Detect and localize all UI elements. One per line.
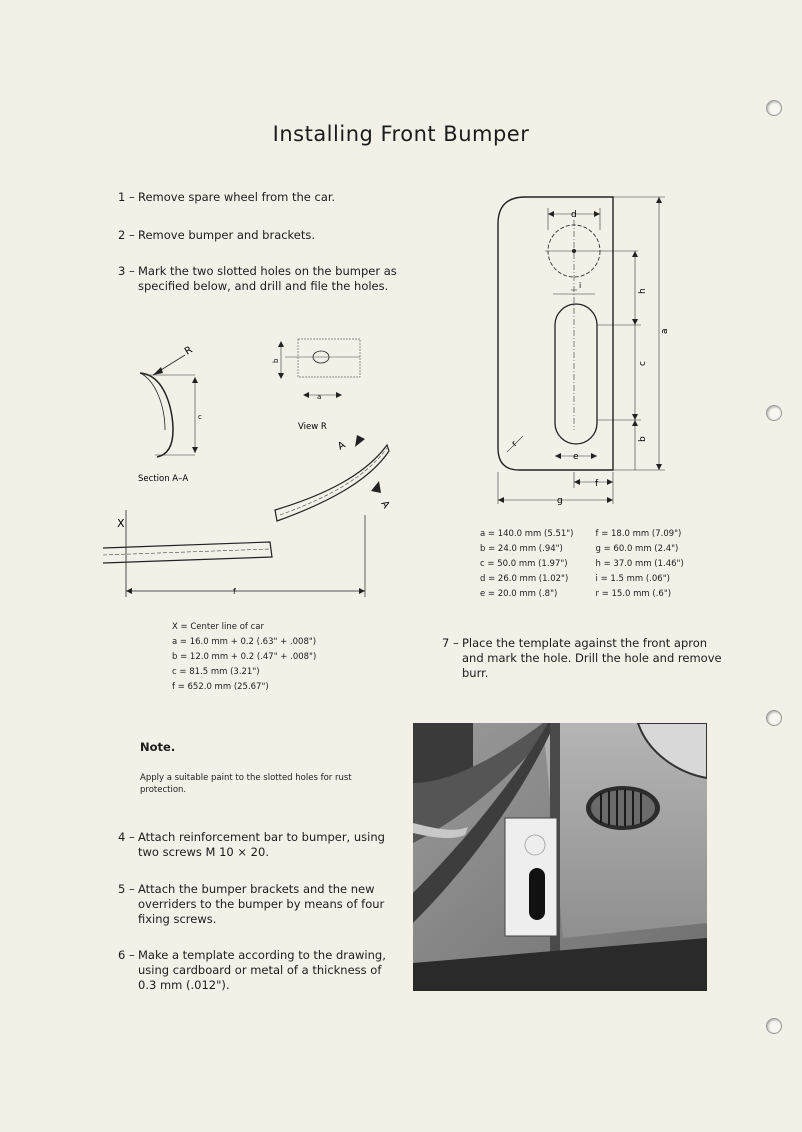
step-text: burr. <box>462 666 489 680</box>
template-drawing <box>493 190 673 510</box>
dimension-line: X = Center line of car <box>172 622 264 632</box>
dim-cell: a = 140.0 mm (5.51") <box>480 529 574 539</box>
label-b: b <box>638 436 648 442</box>
step-7 <box>442 636 742 681</box>
step-number: 7 – <box>442 636 459 650</box>
step-text: Remove spare wheel from the car. <box>138 190 336 204</box>
binder-hole-3 <box>766 710 782 726</box>
bumper-straight <box>103 542 272 563</box>
step-number: 3 – <box>118 264 135 278</box>
dim-cell: d = 26.0 mm (1.02") <box>480 574 569 584</box>
binder-hole-4 <box>766 1018 782 1034</box>
label-c: c <box>638 361 648 366</box>
dimension-line: b = 12.0 mm + 0.2 (.47" + .008") <box>172 652 317 662</box>
step-1 <box>118 190 398 205</box>
step-text: fixing screws. <box>138 912 217 926</box>
step-text: and mark the hole. Drill the hole and remove <box>462 651 722 665</box>
step-text: using cardboard or metal of a thickness of <box>138 963 382 977</box>
step-text: overriders to the bumper by means of four <box>138 897 385 911</box>
label-A-top: A <box>336 439 348 453</box>
table-row <box>478 587 686 602</box>
label-R: R <box>183 344 195 358</box>
step-6 <box>118 948 408 993</box>
dim-cell: e = 20.0 mm (.8") <box>480 589 558 599</box>
page-title: Installing Front Bumper <box>272 122 530 146</box>
dim-cell: g = 60.0 mm (2.4") <box>595 544 679 554</box>
step-number: 1 – <box>118 190 135 204</box>
dimension-line: a = 16.0 mm + 0.2 (.63" + .008") <box>172 637 317 647</box>
label-c: c <box>198 413 202 421</box>
note-body <box>140 772 390 796</box>
step-number: 6 – <box>118 948 135 962</box>
step-5 <box>118 882 408 927</box>
label-g: g <box>557 496 563 506</box>
template-slot <box>555 304 597 444</box>
label-f: f <box>595 479 599 489</box>
label-a: a <box>660 328 670 334</box>
template-dimensions <box>478 527 686 602</box>
bumper-drawing <box>95 335 405 605</box>
dim-cell: r = 15.0 mm (.6") <box>595 589 672 599</box>
step-text: specified below, and drill and file the holes. <box>138 279 389 293</box>
label-r: r <box>510 439 520 449</box>
view-label: View R <box>298 422 327 432</box>
label-e: e <box>573 452 579 462</box>
photo-front-apron <box>413 723 707 991</box>
dimension-line: f = 652.0 mm (25.67") <box>172 682 269 692</box>
table-row <box>478 527 686 542</box>
section-profile <box>140 373 173 457</box>
label-A-bottom: A <box>378 499 392 511</box>
step-text: Attach reinforcement bar to bumper, using <box>138 830 385 844</box>
binder-hole-2 <box>766 405 782 421</box>
dim-cell: b = 24.0 mm (.94") <box>480 544 563 554</box>
label-h: h <box>638 288 648 294</box>
step-text: two screws M 10 × 20. <box>138 845 269 859</box>
step-number: 2 – <box>118 228 135 242</box>
step-text: Attach the bumper brackets and the new <box>138 882 375 896</box>
table-row <box>478 542 686 557</box>
label-d: d <box>571 210 577 220</box>
step-text: 0.3 mm (.012"). <box>138 978 230 992</box>
dim-cell: c = 50.0 mm (1.97") <box>480 559 568 569</box>
note-line: protection. <box>140 785 187 795</box>
label-i: i <box>579 281 582 290</box>
bumper-end <box>275 445 392 521</box>
step-text: Make a template according to the drawing, <box>138 948 386 962</box>
step-3 <box>118 264 408 294</box>
note-title: Note. <box>140 740 176 754</box>
label-a: a <box>317 393 322 401</box>
label-b: b <box>272 358 280 363</box>
table-row <box>478 557 686 572</box>
step-number: 4 – <box>118 830 135 844</box>
dim-cell: h = 37.0 mm (1.46") <box>595 559 684 569</box>
center-line-label: X <box>117 517 125 530</box>
dim-cell: f = 18.0 mm (7.09") <box>595 529 682 539</box>
note-line: Apply a suitable paint to the slotted holes for rust <box>140 773 352 783</box>
label-f: f <box>233 587 236 596</box>
step-number: 5 – <box>118 882 135 896</box>
dim-cell: i = 1.5 mm (.06") <box>595 574 670 584</box>
step-2 <box>118 228 398 243</box>
step-4 <box>118 830 408 860</box>
binder-hole-1 <box>766 100 782 116</box>
bumper-dimensions <box>172 620 316 695</box>
step-text: Mark the two slotted holes on the bumper as <box>138 264 397 278</box>
table-row <box>478 572 686 587</box>
dimension-line: c = 81.5 mm (3.21") <box>172 667 260 677</box>
section-label: Section A–A <box>138 474 189 484</box>
step-text: Remove bumper and brackets. <box>138 228 316 242</box>
step-text: Place the template against the front apron <box>462 636 708 650</box>
